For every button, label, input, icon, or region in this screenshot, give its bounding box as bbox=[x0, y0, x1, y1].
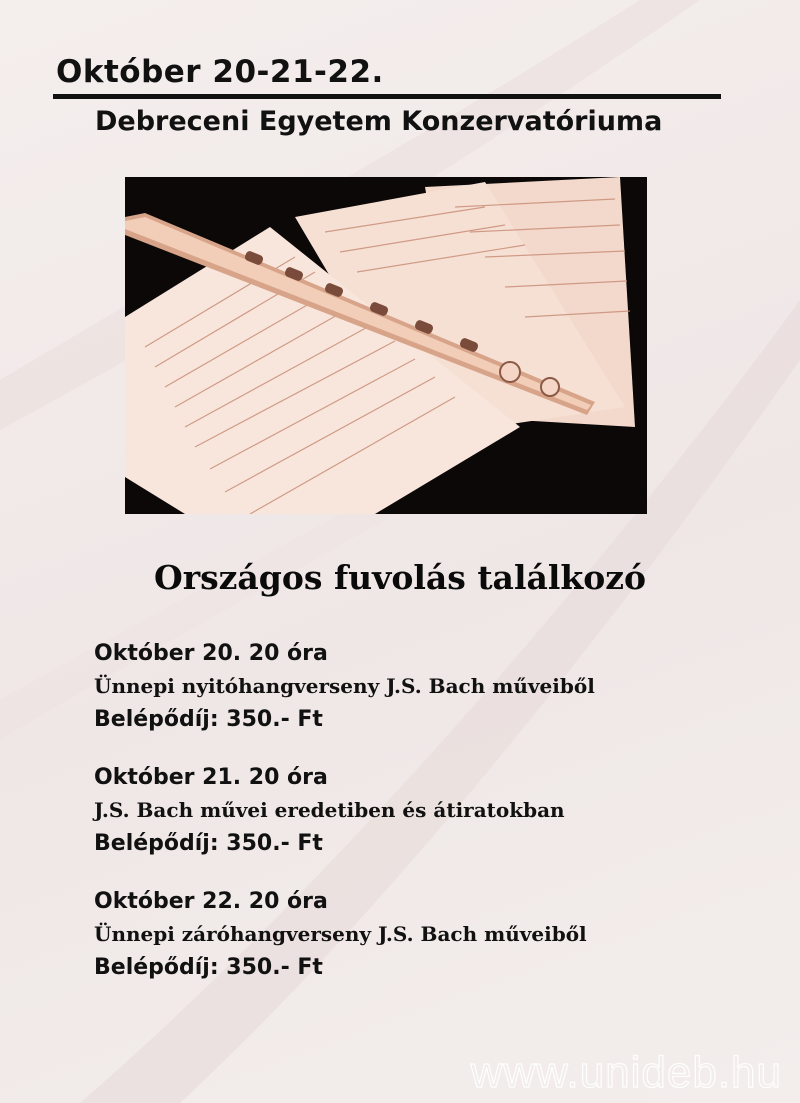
event-date: Október 22. 20 óra bbox=[94, 889, 328, 914]
site-watermark: www.unideb.hu bbox=[470, 1048, 782, 1097]
event-title: Ünnepi nyitóhangverseny J.S. Bach műveiből bbox=[94, 674, 595, 698]
event-fee: Belépődíj: 350.- Ft bbox=[94, 955, 323, 980]
header-date-range: Október 20-21-22. bbox=[56, 54, 384, 90]
event-title: Ünnepi záróhangverseny J.S. Bach műveiből bbox=[94, 922, 587, 946]
event-date: Október 20. 20 óra bbox=[94, 641, 328, 666]
event-fee: Belépődíj: 350.- Ft bbox=[94, 707, 323, 732]
event-date: Október 21. 20 óra bbox=[94, 765, 328, 790]
event-fee: Belépődíj: 350.- Ft bbox=[94, 831, 323, 856]
flute-on-sheet-music-image bbox=[125, 177, 647, 514]
event-block bbox=[94, 885, 774, 984]
event-block bbox=[94, 761, 774, 860]
event-block bbox=[94, 637, 774, 736]
event-series-title: Országos fuvolás találkozó bbox=[153, 558, 647, 597]
flute-photo bbox=[125, 177, 647, 514]
header-divider bbox=[53, 94, 721, 99]
venue-name: Debreceni Egyetem Konzervatóriuma bbox=[95, 106, 663, 137]
event-title: J.S. Bach művei eredetiben és átiratokban bbox=[94, 798, 565, 822]
